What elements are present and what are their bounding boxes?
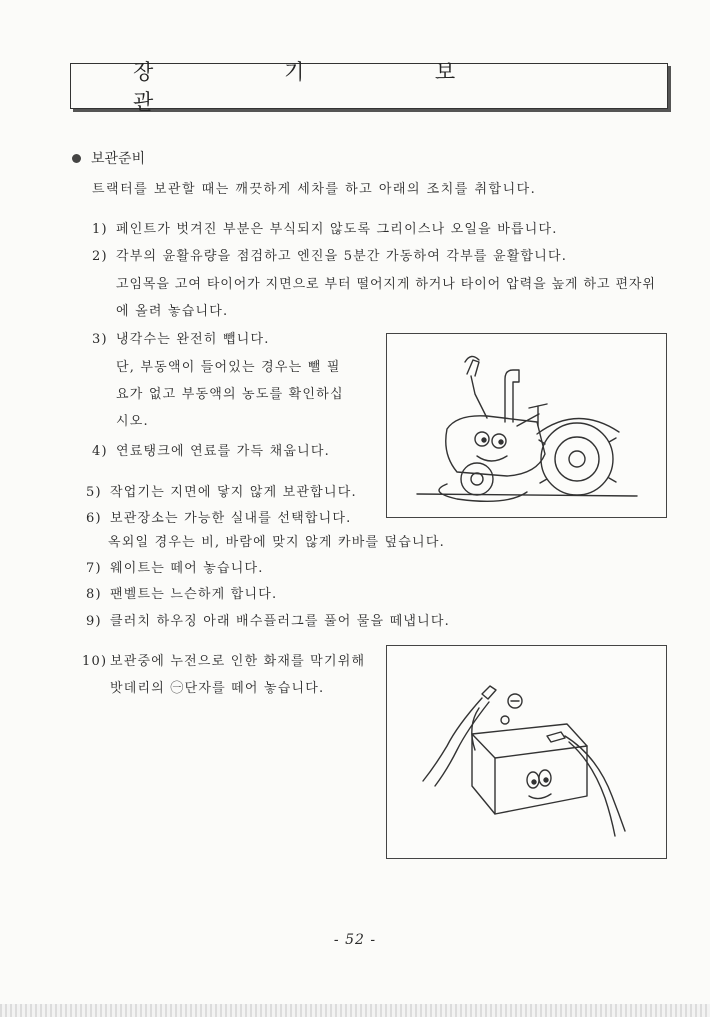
item-text: 냉각수는 완전히 뺍니다. [116, 332, 270, 347]
item-text: 보관장소는 가능한 실내를 선택합니다. [110, 511, 352, 526]
item-text: 에 올려 놓습니다. [116, 304, 229, 319]
tractor-figure [386, 333, 667, 518]
scan-edge [0, 1004, 710, 1017]
list-item [92, 328, 270, 347]
item-text: 각부의 윤활유량을 점검하고 엔진을 5분간 가동하여 각부를 윤활합니다. [116, 249, 568, 264]
list-item [86, 507, 351, 526]
item-text: 요가 없고 부동액의 농도를 확인하십 [116, 387, 344, 402]
battery-illustration [387, 646, 666, 858]
list-item [116, 273, 656, 292]
list-item [116, 300, 228, 319]
bullet-icon [72, 154, 81, 163]
list-item [86, 610, 450, 629]
item-text: 단, 부동액이 들어있는 경우는 뺄 필 [116, 360, 341, 375]
list-item [86, 481, 357, 500]
section-heading-text: 보관준비 [91, 151, 146, 167]
list-item [92, 245, 567, 264]
item-number: 2) [92, 249, 108, 264]
item-number: 5) [86, 485, 102, 500]
item-text: 시오. [116, 414, 149, 429]
list-item [82, 650, 365, 669]
item-number: 7) [86, 561, 102, 576]
item-text: 연료탱크에 연료를 가득 채웁니다. [116, 444, 330, 459]
list-item [86, 557, 264, 576]
item-text: 작업기는 지면에 닿지 않게 보관합니다. [110, 485, 357, 500]
page-title: 장 기 보 관 [133, 60, 518, 114]
tractor-illustration [387, 334, 666, 517]
title-box [70, 60, 668, 114]
list-item [116, 410, 149, 429]
item-number: 10) [82, 654, 108, 669]
item-number: 1) [92, 222, 108, 237]
item-text: 고임목을 고여 타이어가 지면으로 부터 떨어지게 하거나 타이어 압력을 높게 하고 편자위 [116, 277, 656, 292]
section-heading [72, 148, 145, 168]
item-number: 4) [92, 444, 108, 459]
item-number: 6) [86, 511, 102, 526]
list-item [92, 440, 330, 459]
item-text: 보관중에 누전으로 인한 화재를 막기위해 [110, 654, 366, 669]
list-item [116, 356, 341, 375]
item-text: 웨이트는 떼어 놓습니다. [110, 561, 264, 576]
list-item [108, 531, 445, 550]
list-item [86, 583, 277, 602]
item-text: 페인트가 벗겨진 부분은 부식되지 않도록 그리이스나 오일을 바릅니다. [116, 222, 558, 237]
item-text: 옥외일 경우는 비, 바람에 맞지 않게 카바를 덮습니다. [108, 535, 445, 550]
list-item [110, 677, 324, 696]
item-number: 3) [92, 332, 108, 347]
battery-figure [386, 645, 667, 859]
list-item [92, 218, 558, 237]
intro-text: 트랙터를 보관할 때는 깨끗하게 세차를 하고 아래의 조치를 취합니다. [92, 182, 537, 197]
item-number: 9) [86, 614, 102, 629]
item-text: 밧데리의 ㊀단자를 떼어 놓습니다. [110, 681, 325, 696]
item-number: 8) [86, 587, 102, 602]
page-number: - 52 - [333, 932, 377, 948]
item-text: 팬벨트는 느슨하게 합니다. [110, 587, 278, 602]
list-item [116, 383, 344, 402]
item-text: 클러치 하우징 아래 배수플러그를 풀어 물을 떼냅니다. [110, 614, 451, 629]
